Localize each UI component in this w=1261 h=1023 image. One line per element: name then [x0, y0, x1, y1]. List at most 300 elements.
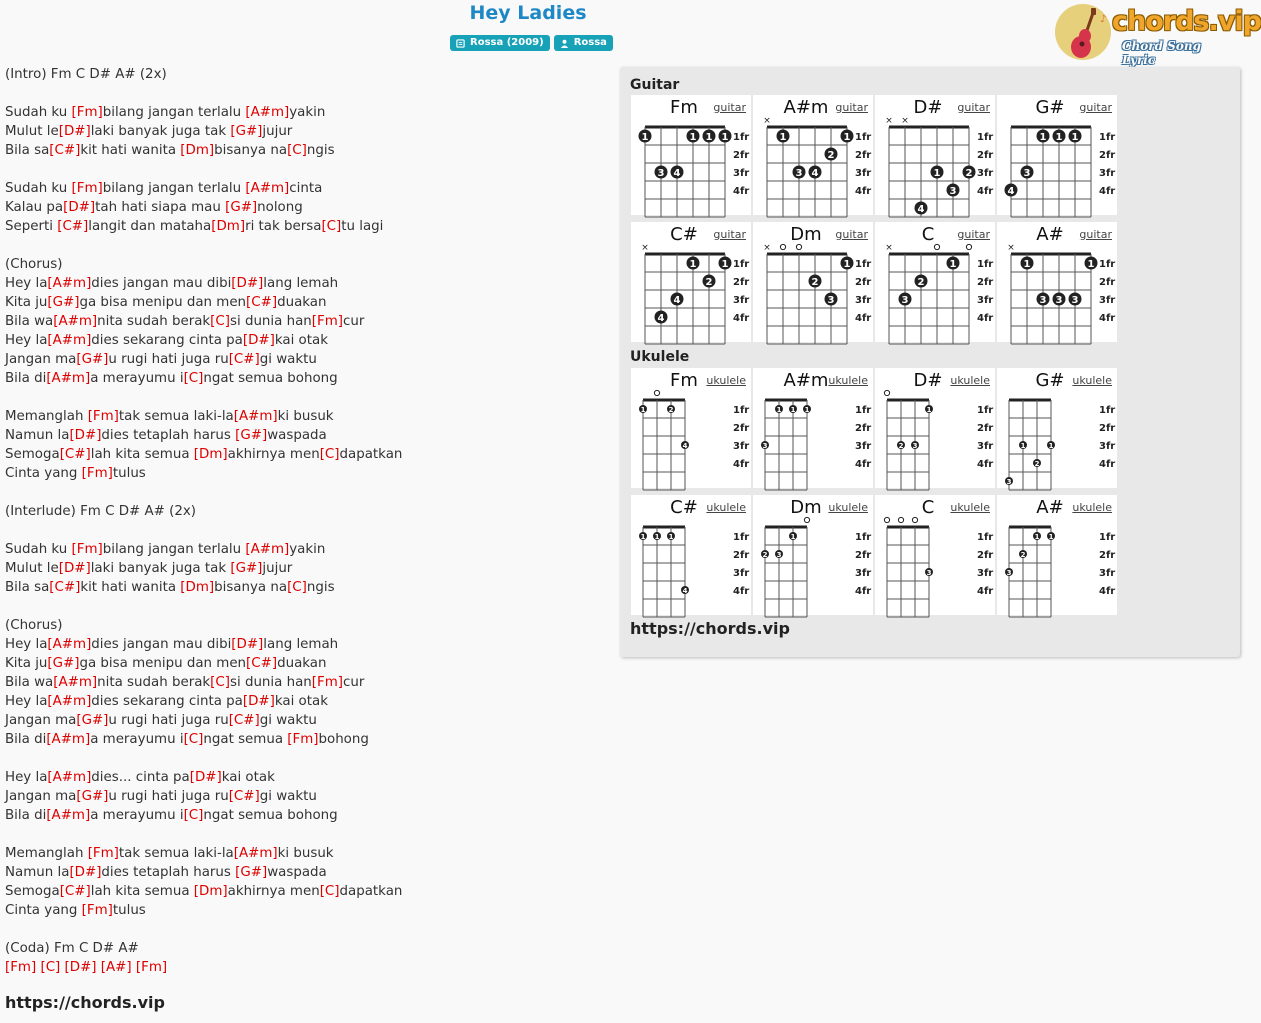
fretboard: [753, 222, 873, 342]
lyric-text: (Intro) Fm C D# A# (2x): [5, 67, 167, 82]
lyric-text: (Chorus): [5, 618, 63, 633]
finger-number: 1: [790, 406, 796, 414]
lyric-text: cur: [342, 314, 365, 329]
chord-marker[interactable]: [D#]: [231, 637, 264, 652]
lyric-text: dies... cinta pa: [91, 770, 190, 785]
fret-label: 4fr: [977, 186, 994, 197]
lyric-text: Kalau pa: [5, 200, 64, 215]
lyric-text: (Interlude) Fm C D# A# (2x): [5, 504, 197, 519]
lyric-text: Memanglah: [5, 409, 88, 424]
blank-line: [5, 388, 615, 407]
lyric-text: a merayumu i: [90, 371, 184, 386]
lyric-line: [5, 711, 615, 730]
chord-diagram-ukulele[interactable]: [875, 368, 995, 488]
lyric-text: ga bisa menipu dan men: [79, 295, 247, 310]
chord-marker[interactable]: [Fm]: [87, 846, 119, 861]
chord-marker[interactable]: [C#]: [228, 713, 260, 728]
artist-badge[interactable]: [554, 35, 613, 51]
fret-label: 1fr: [1099, 259, 1116, 270]
lyric-text: ngis: [306, 143, 335, 158]
fretboard: [753, 95, 873, 215]
lyric-text: Cinta yang: [5, 903, 82, 918]
chord-marker[interactable]: [C]: [183, 732, 204, 747]
fretboard: [875, 95, 995, 215]
lyric-text: waspada: [267, 428, 327, 443]
chord-diagram-ukulele[interactable]: [753, 495, 873, 615]
footer-link[interactable]: https://chords.vip: [5, 993, 165, 1012]
chord-name: A#: [1036, 497, 1064, 518]
lyric-text: Namun la: [5, 865, 70, 880]
chord-diagram-ukulele[interactable]: [997, 368, 1117, 488]
album-badge[interactable]: [450, 35, 550, 51]
fret-label: 1fr: [855, 132, 872, 143]
chord-diagram-ukulele[interactable]: [997, 495, 1117, 615]
fret-label: 4fr: [733, 586, 750, 597]
muted-string-marker: ×: [885, 243, 893, 253]
chord-marker[interactable]: [A#m]: [245, 105, 290, 120]
chord-name: D#: [913, 97, 943, 118]
fret-label: 4fr: [733, 186, 750, 197]
fret-label: 3fr: [977, 168, 994, 179]
instrument-link[interactable]: guitar: [713, 101, 746, 114]
chord-marker[interactable]: [C]: [321, 219, 342, 234]
fret-label: 1fr: [733, 405, 750, 416]
chord-marker[interactable]: [C#]: [57, 219, 89, 234]
lyric-text: dies sekarang cinta pa: [91, 694, 243, 709]
finger-number: 2: [811, 277, 819, 288]
fretboard: [997, 368, 1117, 488]
chord-marker[interactable]: [C#]: [49, 143, 81, 158]
chord-marker[interactable]: [Dm]: [193, 884, 228, 899]
open-string-marker: [804, 517, 809, 522]
lyric-text: tulus: [112, 466, 146, 481]
fret-label: 3fr: [1099, 295, 1116, 306]
blank-line: [5, 920, 615, 939]
chord-marker[interactable]: [C]: [319, 447, 340, 462]
finger-number: 1: [705, 132, 713, 143]
chord-marker[interactable]: [Dm]: [180, 580, 215, 595]
chord-marker[interactable]: [C#]: [59, 447, 91, 462]
lyric-text: bisanya na: [214, 580, 288, 595]
lyric-line: [5, 331, 615, 350]
instrument-link[interactable]: ukulele: [950, 374, 990, 387]
user-icon: [560, 39, 569, 48]
fret-label: 1fr: [1099, 405, 1116, 416]
chord-marker[interactable]: [D#]: [242, 333, 275, 348]
chord-marker[interactable]: [Fm]: [87, 409, 119, 424]
finger-number: 3: [1055, 295, 1063, 306]
lyric-text: kit hati wanita: [80, 580, 181, 595]
finger-number: 1: [640, 406, 646, 414]
chord-diagram-ukulele[interactable]: [631, 495, 751, 615]
lyric-text: tu lagi: [341, 219, 384, 234]
chord-name: D#: [913, 370, 943, 391]
chord-diagram-guitar[interactable]: [631, 222, 751, 342]
lyric-text: akhirnya men: [227, 447, 320, 462]
fret-label: 1fr: [855, 259, 872, 270]
chord-marker[interactable]: [A#m]: [233, 409, 278, 424]
chord-diagram-guitar[interactable]: [997, 95, 1117, 215]
fret-label: 3fr: [1099, 168, 1116, 179]
finger-number: 3: [926, 569, 932, 577]
fret-label: 4fr: [733, 313, 750, 324]
lyric-text: nita sudah berak: [97, 675, 211, 690]
lyric-line: [5, 255, 615, 274]
fret-label: 2fr: [855, 423, 872, 434]
fretboard: [631, 222, 751, 342]
lyric-text: gi waktu: [259, 713, 317, 728]
fret-label: 1fr: [977, 132, 994, 143]
finger-number: 1: [689, 259, 697, 270]
chord-marker[interactable]: [D#]: [231, 276, 264, 291]
chord-marker[interactable]: [G#]: [47, 295, 80, 310]
chord-diagram-ukulele[interactable]: [875, 495, 995, 615]
chord-name: C: [921, 497, 935, 518]
chord-name: G#: [1035, 370, 1065, 391]
chord-marker[interactable]: [C]: [287, 580, 307, 595]
lyric-text: bohong: [318, 732, 369, 747]
finger-number: 3: [1006, 569, 1012, 577]
lyric-text: Bila di: [5, 371, 47, 386]
blank-line: [5, 483, 615, 502]
finger-number: 1: [949, 259, 957, 270]
lyric-text: Jangan ma: [5, 789, 77, 804]
chord-marker[interactable]: [G#]: [230, 124, 263, 139]
chord-name: C: [921, 224, 935, 245]
chord-name: A#m: [783, 97, 829, 118]
finger-number: 1: [776, 406, 782, 414]
lyric-text: Semoga: [5, 884, 60, 899]
fret-label: 3fr: [855, 295, 872, 306]
blank-line: [5, 749, 615, 768]
lyric-text: Mulut le: [5, 124, 59, 139]
chord-marker[interactable]: [C#]: [228, 789, 260, 804]
muted-string-marker: ×: [763, 243, 771, 253]
panel-link[interactable]: https://chords.vip: [630, 619, 790, 638]
lyric-line: [5, 844, 615, 863]
instrument-link[interactable]: guitar: [713, 228, 746, 241]
lyric-line: [5, 882, 615, 901]
chord-name: Dm: [790, 497, 822, 518]
chord-marker[interactable]: [Dm]: [193, 447, 228, 462]
lyric-text: nita sudah berak: [97, 314, 211, 329]
chord-marker[interactable]: [C]: [319, 884, 340, 899]
blank-line: [5, 521, 615, 540]
lyric-text: bisanya na: [214, 143, 288, 158]
chord-marker[interactable]: [C#]: [246, 295, 278, 310]
instrument-link[interactable]: guitar: [957, 101, 990, 114]
finger-number: 4: [657, 313, 665, 324]
finger-number: 1: [1071, 132, 1079, 143]
lyric-text: si dunia han: [229, 314, 312, 329]
lyric-line: [5, 768, 615, 787]
lyric-line: [5, 407, 615, 426]
chord-marker[interactable]: [G#]: [76, 789, 109, 804]
logo-tagline: Chord Song Lyric: [1122, 39, 1201, 67]
chord-marker[interactable]: [A#m]: [46, 371, 91, 386]
instrument-link[interactable]: ukulele: [828, 501, 868, 514]
instrument-link[interactable]: guitar: [957, 228, 990, 241]
fretboard: [997, 95, 1117, 215]
chord-marker[interactable]: [Fm]: [5, 960, 37, 975]
lyric-text: dies jangan mau dibi: [91, 637, 232, 652]
lyric-text: langit dan mataha: [88, 219, 212, 234]
chord-panel: [620, 67, 1240, 657]
chord-marker[interactable]: [A#m]: [47, 770, 92, 785]
lyric-text: lang lemah: [263, 276, 339, 291]
instrument-link[interactable]: guitar: [835, 228, 868, 241]
chord-marker[interactable]: [A#m]: [53, 675, 98, 690]
chord-name: G#: [1035, 97, 1065, 118]
fret-label: 4fr: [977, 313, 994, 324]
finger-number: 3: [762, 442, 768, 450]
finger-number: 1: [1023, 259, 1031, 270]
chord-marker[interactable]: [Fm]: [287, 732, 319, 747]
finger-number: 3: [1071, 295, 1079, 306]
finger-number: 3: [827, 295, 835, 306]
lyric-line: [5, 122, 615, 141]
fret-label: 1fr: [733, 259, 750, 270]
chord-marker[interactable]: [G#]: [225, 200, 258, 215]
album-badge-label: Rossa (2009): [470, 37, 544, 48]
chord-marker[interactable]: [Fm]: [71, 105, 103, 120]
chord-marker[interactable]: [A#m]: [46, 808, 91, 823]
chord-marker[interactable]: [A#m]: [47, 333, 92, 348]
lyric-text: Bila di: [5, 732, 47, 747]
lyric-line: [5, 312, 615, 331]
fret-label: 3fr: [977, 568, 994, 579]
fret-label: 4fr: [1099, 586, 1116, 597]
fret-label: 2fr: [977, 150, 994, 161]
lyric-line: [5, 578, 615, 597]
song-title: Hey Ladies: [469, 2, 587, 24]
lyric-text: Kita ju: [5, 656, 48, 671]
lyric-text: dies tetaplah harus: [101, 428, 236, 443]
fret-label: 1fr: [977, 532, 994, 543]
fret-label: 1fr: [855, 405, 872, 416]
lyric-line: [5, 654, 615, 673]
lyric-text: tulus: [112, 903, 146, 918]
chord-marker[interactable]: [A#m]: [53, 314, 98, 329]
lyric-line: [5, 939, 615, 958]
instrument-link[interactable]: guitar: [1079, 228, 1112, 241]
chord-marker[interactable]: [Dm]: [180, 143, 215, 158]
chord-marker[interactable]: [Fm]: [311, 314, 343, 329]
instrument-link[interactable]: ukulele: [1072, 501, 1112, 514]
chord-marker[interactable]: [C]: [40, 960, 61, 975]
lyric-line: [5, 274, 615, 293]
chord-marker[interactable]: [C]: [210, 675, 230, 690]
instrument-link[interactable]: ukulele: [706, 374, 746, 387]
finger-number: 1: [1055, 132, 1063, 143]
lyric-text: kit hati wanita: [80, 143, 181, 158]
chord-marker[interactable]: [C#]: [228, 352, 260, 367]
lyric-text: kai otak: [274, 694, 328, 709]
lyric-text: Hey la: [5, 770, 48, 785]
lyric-text: ngat semua bohong: [203, 371, 338, 386]
finger-number: 2: [898, 442, 904, 450]
finger-number: 1: [1048, 533, 1054, 541]
chord-marker[interactable]: [D#]: [242, 694, 275, 709]
chord-marker[interactable]: [Fm]: [81, 466, 113, 481]
fret-label: 3fr: [733, 168, 750, 179]
chord-marker[interactable]: [Fm]: [311, 675, 343, 690]
lyric-text: cur: [342, 675, 365, 690]
lyric-text: yakin: [289, 542, 326, 557]
lyric-text: ri tak bersa: [245, 219, 322, 234]
fret-label: 2fr: [733, 423, 750, 434]
lyric-text: waspada: [267, 865, 327, 880]
chord-marker[interactable]: [G#]: [235, 428, 268, 443]
finger-number: 3: [776, 551, 782, 559]
chord-marker[interactable]: [D#]: [64, 960, 97, 975]
ukulele-section-label: Ukulele: [630, 349, 690, 365]
fret-label: 1fr: [1099, 132, 1116, 143]
fret-label: 3fr: [855, 568, 872, 579]
chord-marker[interactable]: [G#]: [235, 865, 268, 880]
lyric-line: [5, 179, 615, 198]
lyric-text: lah kita semua: [90, 447, 194, 462]
lyric-text: jujur: [262, 124, 293, 139]
chord-marker[interactable]: [Dm]: [211, 219, 246, 234]
chord-diagram-guitar[interactable]: [875, 95, 995, 215]
svg-text:♪: ♪: [1100, 14, 1107, 25]
chord-marker[interactable]: [C]: [287, 143, 307, 158]
chord-marker[interactable]: [C#]: [246, 656, 278, 671]
chord-diagram-guitar[interactable]: [631, 95, 751, 215]
lyric-text: tak semua laki-la: [118, 409, 234, 424]
lyric-line: [5, 901, 615, 920]
chord-marker[interactable]: [G#]: [76, 352, 109, 367]
fret-label: 3fr: [733, 568, 750, 579]
chord-marker[interactable]: [C]: [183, 808, 204, 823]
fret-label: 1fr: [977, 259, 994, 270]
fretboard: [997, 222, 1117, 342]
site-logo[interactable]: [1054, 3, 1261, 67]
fret-label: 4fr: [855, 186, 872, 197]
chord-marker[interactable]: [Fm]: [71, 542, 103, 557]
blank-line: [5, 160, 615, 179]
chord-marker[interactable]: [C#]: [59, 884, 91, 899]
chord-marker[interactable]: [Fm]: [71, 181, 103, 196]
chord-marker[interactable]: [C]: [210, 314, 230, 329]
chord-diagram-ukulele[interactable]: [631, 368, 751, 488]
muted-string-marker: ×: [1007, 243, 1015, 253]
fretboard: [875, 368, 995, 488]
lyric-text: (Chorus): [5, 257, 63, 272]
lyric-text: duakan: [277, 656, 327, 671]
lyric-line: [5, 806, 615, 825]
muted-string-marker: ×: [901, 116, 909, 126]
fret-label: 1fr: [733, 532, 750, 543]
fret-label: 3fr: [733, 441, 750, 452]
chord-marker[interactable]: [D#]: [58, 124, 91, 139]
fret-label: 4fr: [977, 459, 994, 470]
lyric-line: [5, 635, 615, 654]
fret-label: 2fr: [855, 550, 872, 561]
lyric-text: bilang jangan terlalu: [102, 181, 246, 196]
chord-marker[interactable]: [D#]: [58, 561, 91, 576]
chord-marker[interactable]: [G#]: [76, 713, 109, 728]
chord-diagram-guitar[interactable]: [753, 222, 873, 342]
chord-diagram-ukulele[interactable]: [753, 368, 873, 488]
finger-number: 1: [1087, 259, 1095, 270]
chord-marker[interactable]: [A#m]: [47, 276, 92, 291]
fret-label: 3fr: [977, 441, 994, 452]
instrument-link[interactable]: ukulele: [828, 374, 868, 387]
lyric-text: a merayumu i: [90, 732, 184, 747]
instrument-link[interactable]: guitar: [835, 101, 868, 114]
lyric-text: Bila wa: [5, 675, 54, 690]
finger-number: 3: [901, 295, 909, 306]
fret-label: 1fr: [733, 132, 750, 143]
chord-marker[interactable]: [A#]: [100, 960, 132, 975]
chord-marker[interactable]: [A#m]: [46, 732, 91, 747]
lyric-text: Cinta yang: [5, 466, 82, 481]
chord-name: Fm: [670, 97, 698, 118]
chord-marker[interactable]: [D#]: [69, 865, 102, 880]
fret-label: 2fr: [733, 277, 750, 288]
chord-diagram-guitar[interactable]: [997, 222, 1117, 342]
fretboard: [631, 368, 751, 488]
instrument-link[interactable]: ukulele: [1072, 374, 1112, 387]
chord-diagram-guitar[interactable]: [753, 95, 873, 215]
finger-number: 1: [926, 406, 932, 414]
lyric-text: cinta: [289, 181, 323, 196]
finger-number: 3: [949, 186, 957, 197]
instrument-link[interactable]: ukulele: [950, 501, 990, 514]
lyric-text: dapatkan: [339, 884, 403, 899]
chord-diagram-guitar[interactable]: [875, 222, 995, 342]
finger-number: 1: [1020, 442, 1026, 450]
instrument-link[interactable]: ukulele: [706, 501, 746, 514]
fret-label: 2fr: [1099, 423, 1116, 434]
chord-marker[interactable]: [A#m]: [245, 181, 290, 196]
instrument-link[interactable]: guitar: [1079, 101, 1112, 114]
chord-marker[interactable]: [D#]: [189, 770, 222, 785]
open-string-marker: [654, 390, 659, 395]
finger-number: 3: [657, 168, 665, 179]
chord-marker[interactable]: [C]: [183, 371, 204, 386]
chord-marker[interactable]: [A#m]: [47, 694, 92, 709]
chord-marker[interactable]: [A#m]: [47, 637, 92, 652]
finger-number: 4: [682, 587, 688, 595]
lyric-text: tah hati siapa mau: [95, 200, 226, 215]
lyric-line: [5, 559, 615, 578]
lyric-line: [5, 293, 615, 312]
chord-marker[interactable]: [C#]: [49, 580, 81, 595]
chord-marker[interactable]: [Fm]: [81, 903, 113, 918]
lyric-text: Sudah ku: [5, 542, 72, 557]
chord-marker[interactable]: [D#]: [69, 428, 102, 443]
chord-marker[interactable]: [Fm]: [135, 960, 168, 975]
chord-marker[interactable]: [G#]: [230, 561, 263, 576]
open-string-marker: [884, 390, 889, 395]
chord-marker[interactable]: [D#]: [63, 200, 96, 215]
chord-marker[interactable]: [A#m]: [233, 846, 278, 861]
finger-number: 1: [804, 406, 810, 414]
finger-number: 1: [779, 132, 787, 143]
blank-line: [5, 236, 615, 255]
chord-marker[interactable]: [G#]: [47, 656, 80, 671]
fret-label: 4fr: [855, 459, 872, 470]
finger-number: 3: [795, 168, 803, 179]
chord-marker[interactable]: [A#m]: [245, 542, 290, 557]
finger-number: 2: [1020, 551, 1026, 559]
muted-string-marker: ×: [641, 243, 649, 253]
lyric-line: [5, 730, 615, 749]
lyric-text: Bila sa: [5, 143, 50, 158]
